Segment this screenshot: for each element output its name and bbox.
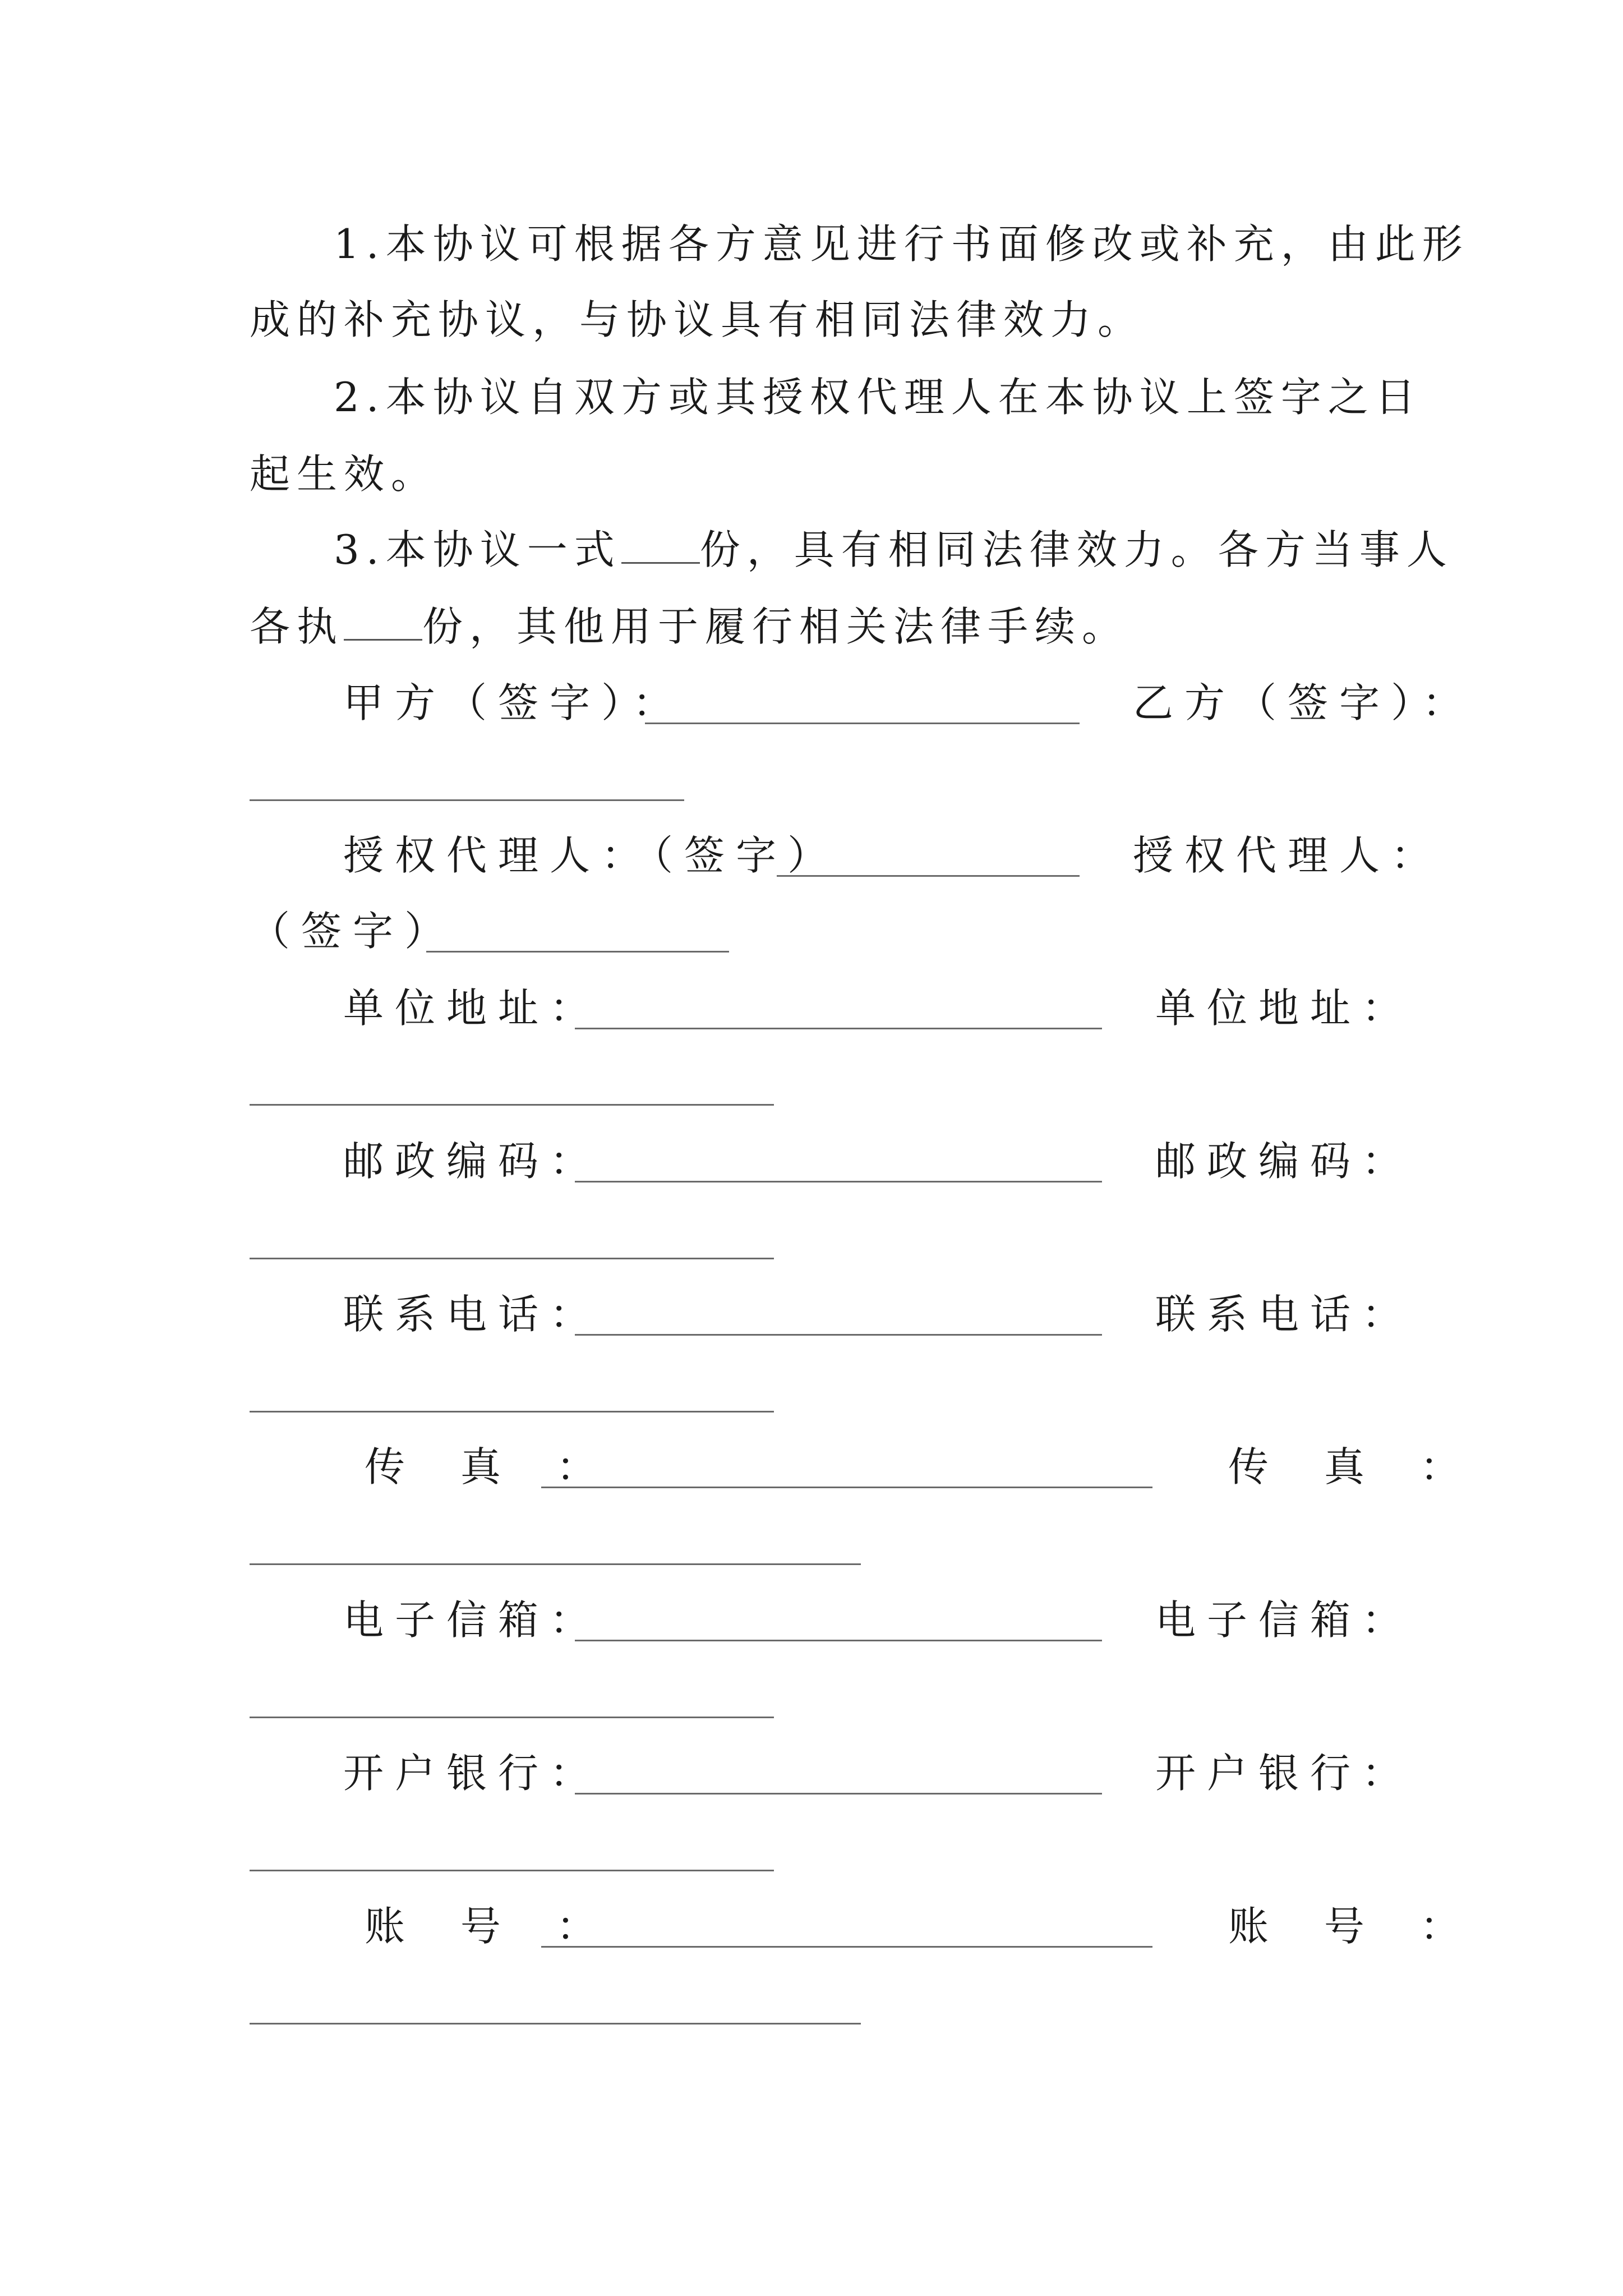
agent-a-label: 授权代理人：（签字） bbox=[343, 832, 840, 879]
fax-a-field[interactable] bbox=[541, 1487, 1152, 1488]
agent-a-sign-field[interactable] bbox=[777, 875, 1080, 877]
postcode-b-field[interactable] bbox=[250, 1258, 774, 1259]
agent-b-sign-label: （签字） bbox=[250, 908, 457, 955]
postcode-a-label: 邮政编码： bbox=[343, 1138, 602, 1185]
fax-a-label: 传 真 ： bbox=[365, 1443, 618, 1490]
copies-total-blank[interactable] bbox=[621, 527, 700, 564]
clause-1-line-2: 成的补充协议，与协议具有相同法律效力。 bbox=[250, 296, 1145, 343]
bank-b-label: 开户银行： bbox=[1155, 1750, 1414, 1797]
email-b-field[interactable] bbox=[250, 1717, 774, 1718]
party-a-sign-label: 甲方（签字）： bbox=[343, 679, 685, 726]
fax-b-field[interactable] bbox=[250, 1563, 861, 1565]
clause-3-copies-suffix: 份，具有相同法律效力。各方当事人 bbox=[699, 526, 1454, 573]
account-b-label: 账 号 ： bbox=[1228, 1903, 1482, 1950]
address-a-field[interactable] bbox=[575, 1028, 1102, 1029]
phone-b-field[interactable] bbox=[250, 1411, 774, 1412]
party-a-sign-field[interactable] bbox=[645, 723, 1080, 724]
email-a-field[interactable] bbox=[575, 1640, 1102, 1641]
address-a-label: 单位地址： bbox=[343, 984, 602, 1032]
bank-a-label: 开户银行： bbox=[343, 1750, 602, 1797]
bank-b-field[interactable] bbox=[250, 1870, 774, 1871]
agent-b-label: 授权代理人： bbox=[1133, 832, 1443, 879]
postcode-a-field[interactable] bbox=[575, 1181, 1102, 1182]
clause-2-line-1: 2.本协议自双方或其授权代理人在本协议上签字之日 bbox=[334, 374, 1422, 421]
address-b-field[interactable] bbox=[250, 1104, 774, 1106]
clause-3-copies-prefix: 3.本协议一式 bbox=[334, 526, 621, 573]
clause-1-line-1: 1.本协议可根据各方意见进行书面修改或补充，由此形 bbox=[334, 220, 1469, 268]
clause-3-each-prefix: 各执 bbox=[250, 603, 344, 650]
email-b-label: 电子信箱： bbox=[1155, 1596, 1414, 1644]
address-b-label: 单位地址： bbox=[1155, 984, 1414, 1032]
clause-2-line-2: 起生效。 bbox=[250, 450, 439, 498]
clause-3-line-1 bbox=[334, 524, 1478, 575]
copies-each-blank[interactable] bbox=[344, 604, 422, 641]
fax-b-label: 传 真 ： bbox=[1228, 1443, 1482, 1490]
bank-a-field[interactable] bbox=[575, 1793, 1102, 1795]
clause-3-each-suffix: 份，其他用于履行相关法律手续。 bbox=[422, 603, 1129, 650]
account-a-label: 账 号 ： bbox=[365, 1903, 618, 1950]
account-a-field[interactable] bbox=[541, 1946, 1152, 1948]
postcode-b-label: 邮政编码： bbox=[1155, 1138, 1414, 1185]
party-b-sign-field[interactable] bbox=[250, 799, 684, 801]
email-a-label: 电子信箱： bbox=[343, 1596, 602, 1644]
clause-3-line-2 bbox=[250, 601, 1394, 652]
account-b-field[interactable] bbox=[250, 2023, 861, 2024]
agent-b-sign-field[interactable] bbox=[426, 951, 729, 953]
phone-a-label: 联系电话： bbox=[343, 1291, 602, 1338]
party-b-sign-label: 乙方（签字）： bbox=[1133, 679, 1474, 726]
phone-b-label: 联系电话： bbox=[1155, 1291, 1414, 1338]
phone-a-field[interactable] bbox=[575, 1334, 1102, 1336]
